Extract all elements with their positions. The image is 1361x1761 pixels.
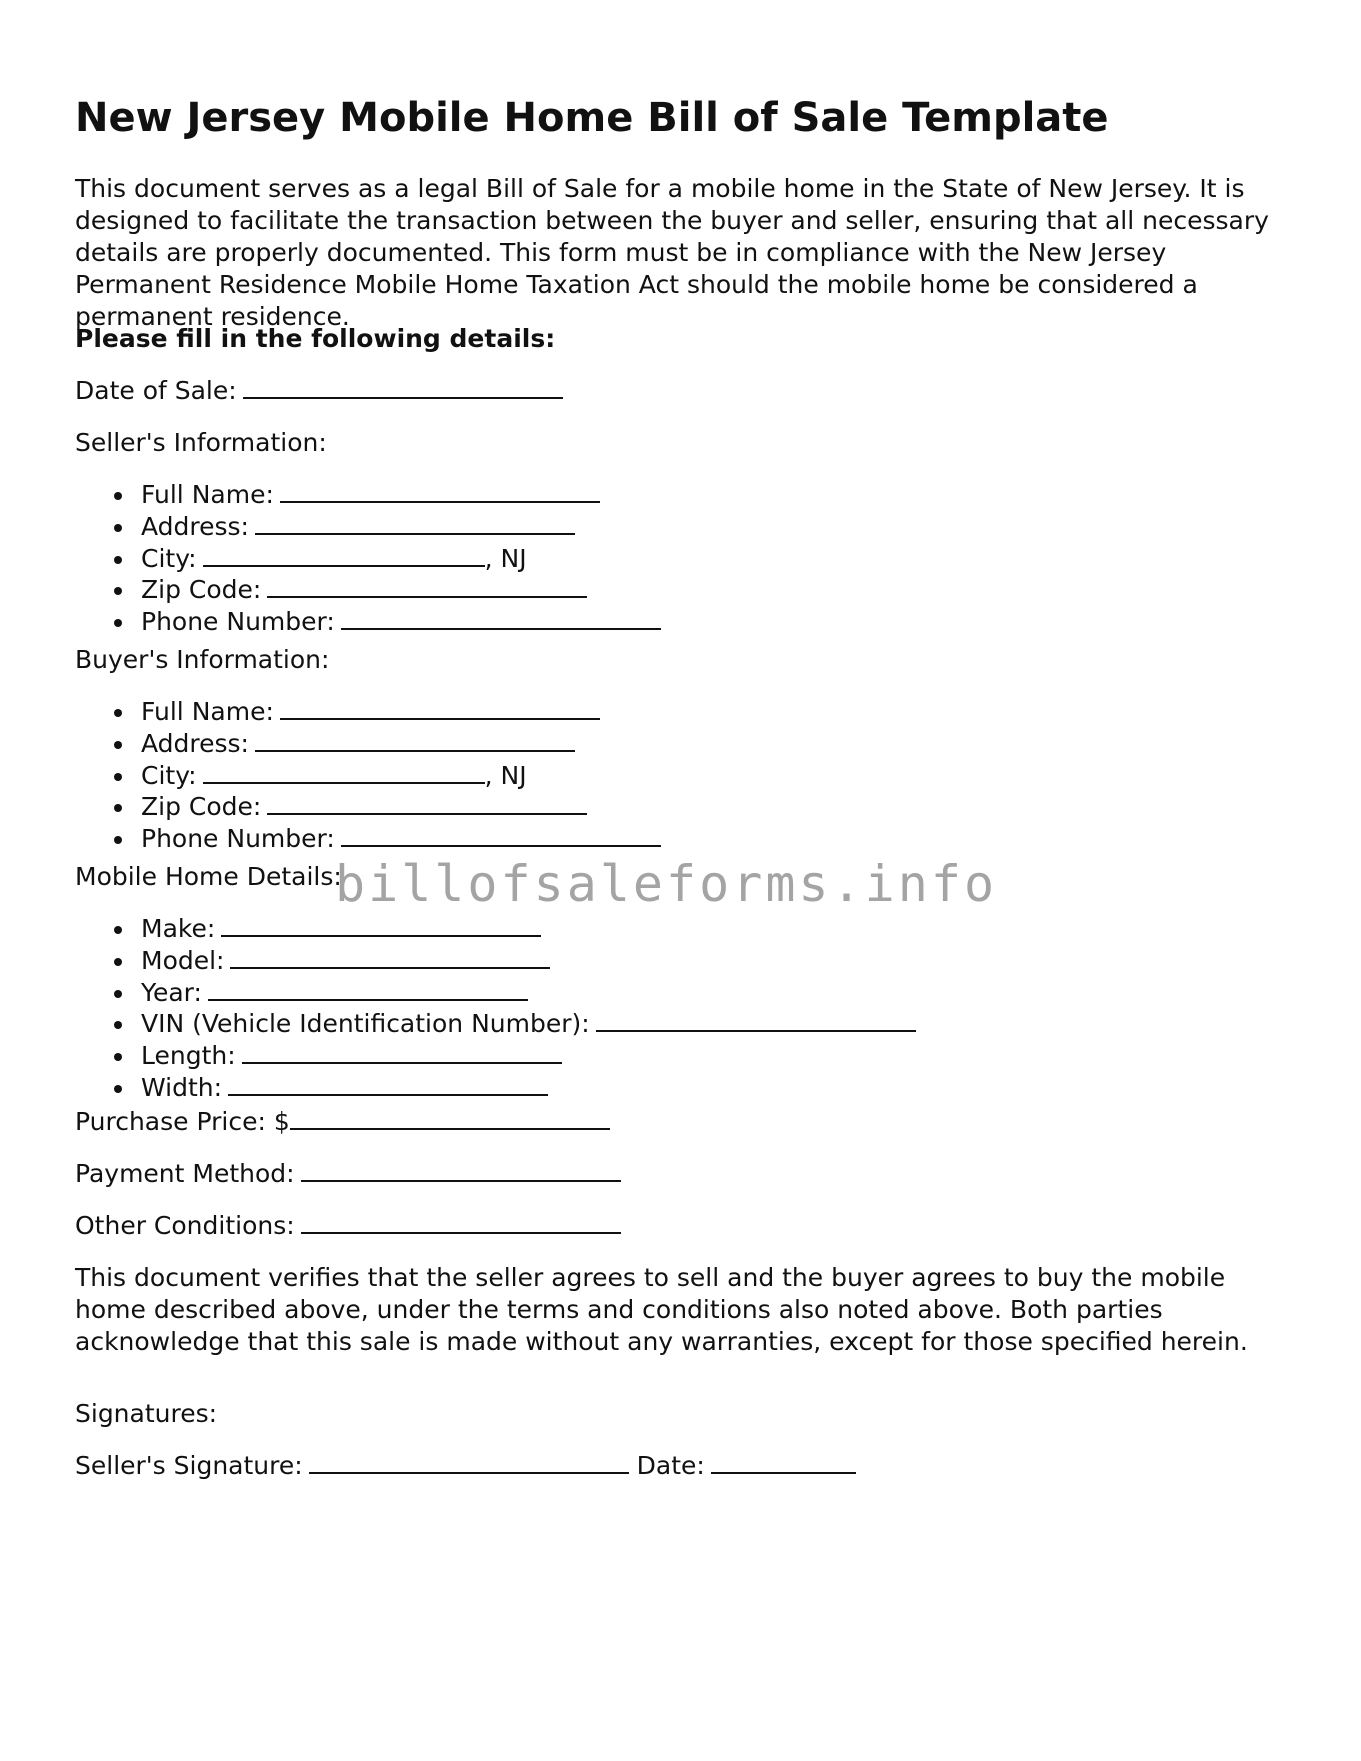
- list-item: [75, 1072, 916, 1104]
- buyer-zip-label: Zip Code:: [141, 792, 262, 822]
- seller-city-label: City:: [141, 543, 197, 573]
- model-label: Model:: [141, 945, 225, 975]
- buyer-city-field[interactable]: [203, 760, 485, 784]
- list-item: [75, 606, 661, 638]
- width-label: Width:: [141, 1072, 223, 1102]
- seller-phone-label: Phone Number:: [141, 607, 335, 637]
- date-of-sale-label: Date of Sale:: [75, 376, 237, 405]
- seller-full-name-field[interactable]: [280, 479, 600, 503]
- date-of-sale-row: [75, 375, 563, 407]
- list-item: [75, 543, 661, 575]
- length-field[interactable]: [242, 1040, 562, 1064]
- list-item: [75, 945, 916, 977]
- purchase-price-label: Purchase Price: $: [75, 1107, 290, 1136]
- other-conditions-row: [75, 1210, 621, 1242]
- instructions-heading: Please fill in the following details:: [75, 324, 556, 353]
- list-item: [75, 574, 661, 606]
- list-item: [75, 823, 661, 855]
- list-item: [75, 760, 661, 792]
- seller-address-label: Address:: [141, 511, 249, 541]
- make-label: Make:: [141, 914, 216, 943]
- purchase-price-row: [75, 1106, 610, 1138]
- buyer-full-name-field[interactable]: [280, 696, 600, 720]
- seller-address-field[interactable]: [255, 511, 575, 535]
- seller-info-heading: Seller's Information:: [75, 428, 327, 457]
- width-field[interactable]: [228, 1072, 548, 1096]
- signature-date-label: Date:: [636, 1451, 705, 1480]
- year-field[interactable]: [208, 977, 528, 1001]
- mobile-home-heading: Mobile Home Details:: [75, 862, 342, 891]
- buyer-zip-field[interactable]: [267, 791, 587, 815]
- list-item: [75, 1008, 916, 1040]
- page-title: New Jersey Mobile Home Bill of Sale Template: [75, 95, 1109, 141]
- year-label: Year:: [141, 977, 202, 1007]
- buyer-city-label: City:: [141, 760, 197, 790]
- seller-state-suffix: , NJ: [484, 543, 527, 573]
- buyer-state-suffix: , NJ: [484, 760, 527, 790]
- seller-signature-label: Seller's Signature:: [75, 1451, 303, 1480]
- seller-zip-field[interactable]: [267, 574, 587, 598]
- buyer-full-name-label: Full Name:: [141, 697, 274, 726]
- buyer-info-list: [75, 696, 661, 855]
- signature-date-field[interactable]: [711, 1450, 856, 1474]
- date-of-sale-field[interactable]: [243, 375, 563, 399]
- buyer-address-field[interactable]: [255, 728, 575, 752]
- seller-phone-field[interactable]: [341, 606, 661, 630]
- length-label: Length:: [141, 1041, 236, 1071]
- payment-method-label: Payment Method:: [75, 1159, 295, 1188]
- verification-paragraph: This document verifies that the seller agrees to sell and the buyer agrees to buy the mobile home described above, under the terms and conditions also noted above. Both parties acknowledge that this sale is made without any warranties, except for those specified herein.: [75, 1263, 1248, 1356]
- list-item: [75, 977, 916, 1009]
- watermark: billofsaleforms.info: [335, 855, 998, 913]
- list-item: [75, 913, 916, 945]
- make-field[interactable]: [221, 913, 541, 937]
- seller-city-field[interactable]: [203, 543, 485, 567]
- model-field[interactable]: [230, 945, 550, 969]
- payment-method-row: [75, 1158, 621, 1190]
- list-item: [75, 696, 661, 728]
- seller-full-name-label: Full Name:: [141, 480, 274, 509]
- intro-paragraph: This document serves as a legal Bill of Sale for a mobile home in the State of New Jersey. It is designed to facilitate the transaction between the buyer and seller, ensuring that all necessary details are properly documented. This form must be in compliance with the New Jersey Permanent Residence Mobile Home Taxation Act should the mobile home be considered a permanent residence.: [75, 174, 1269, 331]
- list-item: [75, 791, 661, 823]
- list-item: [75, 1040, 916, 1072]
- signatures-heading: Signatures:: [75, 1399, 218, 1428]
- list-item: [75, 479, 661, 511]
- payment-method-field[interactable]: [301, 1158, 621, 1182]
- list-item: [75, 728, 661, 760]
- purchase-price-field[interactable]: [290, 1106, 610, 1130]
- seller-info-list: [75, 479, 661, 638]
- buyer-phone-field[interactable]: [341, 823, 661, 847]
- buyer-phone-label: Phone Number:: [141, 824, 335, 854]
- other-conditions-label: Other Conditions:: [75, 1211, 295, 1240]
- buyer-info-heading: Buyer's Information:: [75, 645, 330, 674]
- seller-signature-row: [75, 1450, 856, 1482]
- other-conditions-field[interactable]: [301, 1210, 621, 1234]
- mobile-home-list: [75, 913, 916, 1104]
- list-item: [75, 511, 661, 543]
- seller-signature-field[interactable]: [309, 1450, 629, 1474]
- buyer-address-label: Address:: [141, 728, 249, 758]
- seller-zip-label: Zip Code:: [141, 575, 262, 605]
- vin-label: VIN (Vehicle Identification Number):: [141, 1009, 590, 1039]
- vin-field[interactable]: [596, 1008, 916, 1032]
